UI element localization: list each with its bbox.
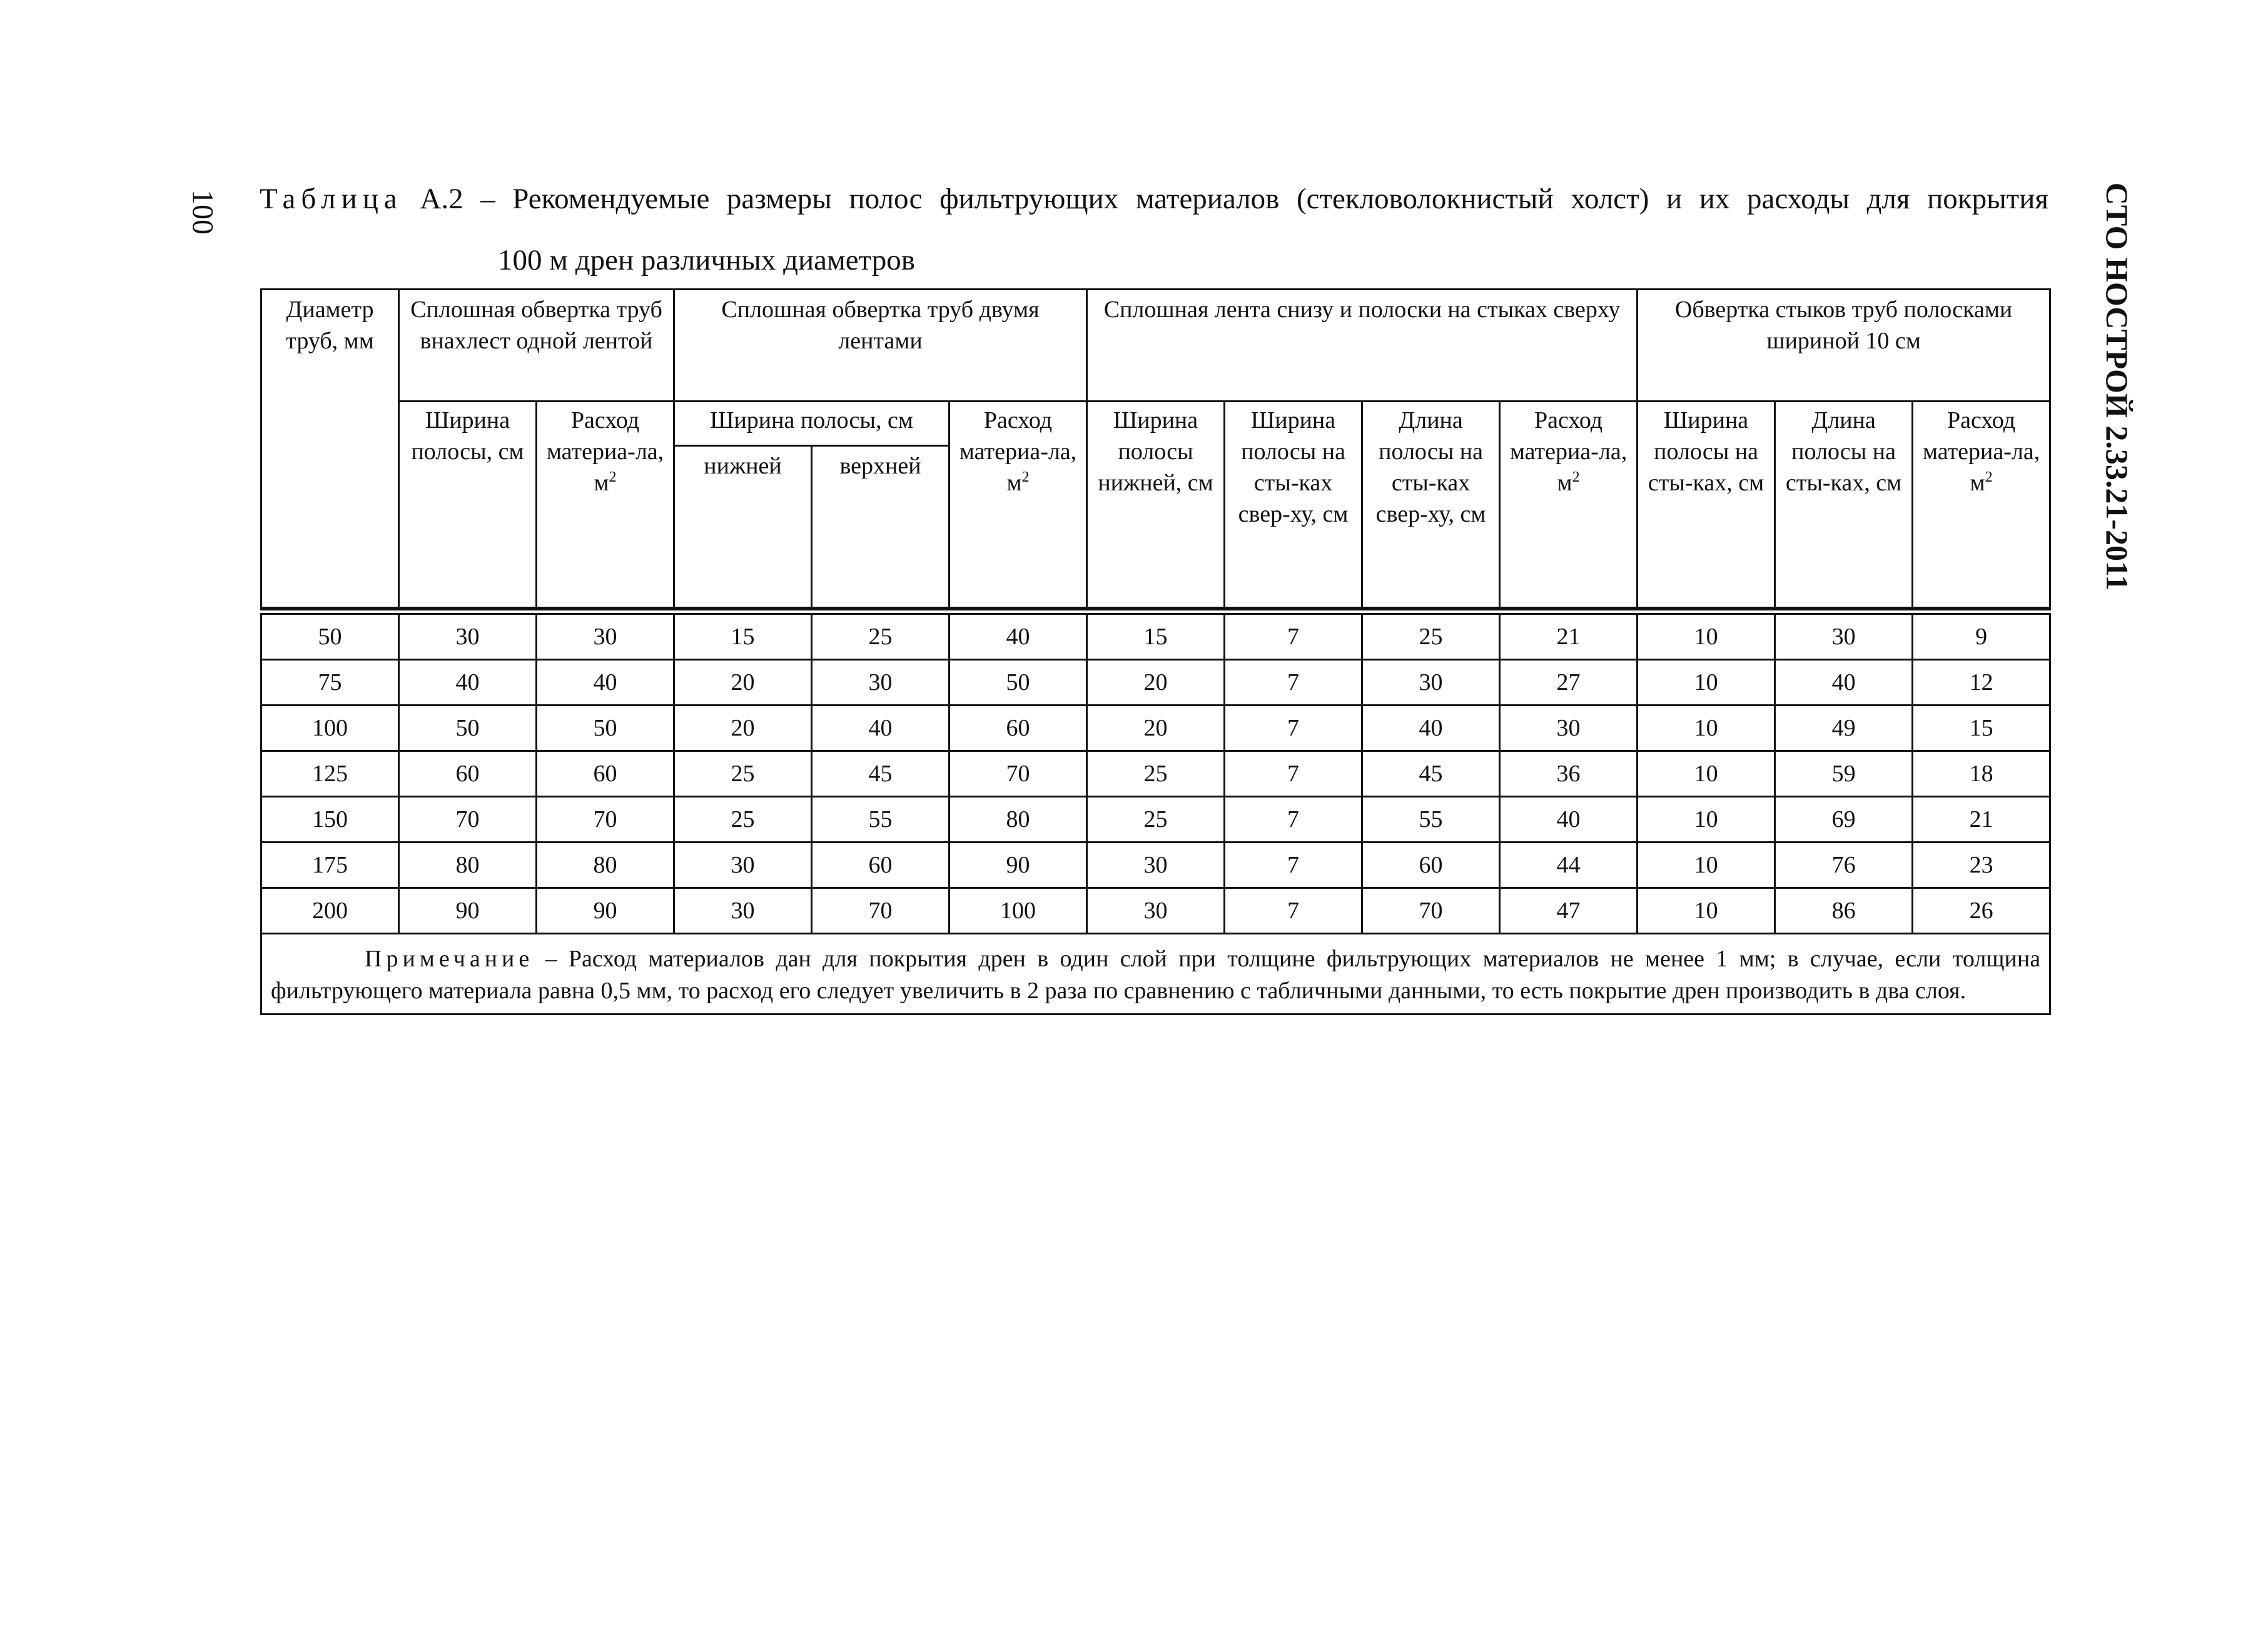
table-cell: 30 <box>399 612 537 660</box>
table-cell: 45 <box>812 751 949 797</box>
note-text: – Расход материалов дан для покрытия дрен в один слой при толщине фильтрующих материалов не менее 1 мм; в случае, если толщина фильтрующего материала равна 0,5 мм, то расход его следует увеличить в 2 раза по сравнению с табличными данными, то есть покрытие дрен производить в два слоя. <box>271 946 2041 1004</box>
table-cell: 30 <box>674 843 812 888</box>
table-cell: 30 <box>1775 612 1913 660</box>
table-cell: 21 <box>1500 612 1638 660</box>
table-cell: 30 <box>674 888 812 934</box>
table-cell: 27 <box>1500 660 1638 706</box>
squared-sup: 2 <box>1572 469 1580 485</box>
table-row <box>261 797 2050 843</box>
table-cell: 40 <box>812 706 949 751</box>
table-cell: 23 <box>1913 843 2050 888</box>
table-caption <box>260 176 2048 221</box>
table-cell: 15 <box>1087 612 1225 660</box>
table-cell: 55 <box>1362 797 1500 843</box>
header-g2-consumption-text: Расход материа-ла, м <box>959 407 1077 496</box>
table-cell: 30 <box>537 612 674 660</box>
table-cell: 50 <box>537 706 674 751</box>
table-cell: 125 <box>261 751 399 797</box>
table-row <box>261 612 2050 660</box>
note-label: Примечание <box>365 946 534 972</box>
table-cell: 70 <box>399 797 537 843</box>
table-cell: 80 <box>537 843 674 888</box>
table-cell: 59 <box>1775 751 1913 797</box>
table-cell: 7 <box>1225 797 1362 843</box>
table-cell: 40 <box>537 660 674 706</box>
table-cell: 44 <box>1500 843 1638 888</box>
table-cell: 25 <box>1087 751 1225 797</box>
table-cell: 50 <box>949 660 1087 706</box>
table-row <box>261 751 2050 797</box>
caption-text: А.2 – Рекомендуемые размеры полос фильтрующих материалов (стекловолокнистый холст) и их расходы для покрытия <box>420 183 2048 215</box>
table-cell: 10 <box>1638 797 1775 843</box>
table-cell: 70 <box>537 797 674 843</box>
table-cell: 18 <box>1913 751 2050 797</box>
table-cell: 7 <box>1225 706 1362 751</box>
table-cell: 7 <box>1225 888 1362 934</box>
table-cell: 40 <box>949 612 1087 660</box>
table-cell: 10 <box>1638 660 1775 706</box>
header-row-sub <box>261 402 2050 446</box>
table-caption-continuation: 100 м дрен различных диаметров <box>498 244 915 276</box>
table-cell: 47 <box>1500 888 1638 934</box>
squared-sup: 2 <box>1021 469 1030 485</box>
header-g3-width-lower: Ширина полосы нижней, см <box>1087 402 1225 608</box>
table-cell: 25 <box>1362 612 1500 660</box>
header-g4-width: Ширина полосы на сты-ках, см <box>1638 402 1775 608</box>
table-cell: 100 <box>261 706 399 751</box>
table-cell: 7 <box>1225 660 1362 706</box>
table-cell: 25 <box>674 797 812 843</box>
header-row-groups <box>261 290 2050 402</box>
header-g4-consumption <box>1913 402 2050 608</box>
table-cell: 60 <box>1362 843 1500 888</box>
table-cell: 40 <box>1362 706 1500 751</box>
table-cell: 70 <box>812 888 949 934</box>
table-cell: 20 <box>674 660 812 706</box>
header-g1-consumption-text: Расход материа-ла, м <box>546 407 664 496</box>
pipe-filter-table <box>260 288 2051 1015</box>
table-cell: 9 <box>1913 612 2050 660</box>
table-row <box>261 706 2050 751</box>
table-cell: 10 <box>1638 843 1775 888</box>
table-cell: 90 <box>399 888 537 934</box>
table-note <box>261 934 2050 1015</box>
header-group-double-wrap: Сплошная обвертка труб двумя лентами <box>674 290 1087 402</box>
header-g3-consumption <box>1500 402 1638 608</box>
header-g2-consumption <box>949 402 1087 608</box>
table-cell: 200 <box>261 888 399 934</box>
table-cell: 25 <box>1087 797 1225 843</box>
table-cell: 10 <box>1638 706 1775 751</box>
table-cell: 15 <box>674 612 812 660</box>
table-cell: 70 <box>949 751 1087 797</box>
table-cell: 76 <box>1775 843 1913 888</box>
table-cell: 75 <box>261 660 399 706</box>
header-g3-width-joints: Ширина полосы на сты-ках свер-ху, см <box>1225 402 1362 608</box>
table-cell: 10 <box>1638 888 1775 934</box>
table-row <box>261 888 2050 934</box>
header-g3-length-joints: Длина полосы на сты-ках свер-ху, см <box>1362 402 1500 608</box>
table-cell: 55 <box>812 797 949 843</box>
header-g2-width: Ширина полосы, см <box>674 402 949 446</box>
header-group-joint-strips: Обвертка стыков труб полосками шириной 10 см <box>1638 290 2050 402</box>
table-cell: 30 <box>1087 843 1225 888</box>
table-cell: 40 <box>1500 797 1638 843</box>
table-cell: 7 <box>1225 843 1362 888</box>
header-g1-width: Ширина полосы, см <box>399 402 537 608</box>
table-cell: 80 <box>399 843 537 888</box>
table-cell: 25 <box>812 612 949 660</box>
table-cell: 20 <box>674 706 812 751</box>
table-cell: 10 <box>1638 751 1775 797</box>
table-cell: 80 <box>949 797 1087 843</box>
table-cell: 30 <box>1087 888 1225 934</box>
table-cell: 30 <box>812 660 949 706</box>
caption-label: Таблица <box>260 183 403 215</box>
table-cell: 21 <box>1913 797 2050 843</box>
table-cell: 100 <box>949 888 1087 934</box>
table-cell: 40 <box>399 660 537 706</box>
table-cell: 50 <box>261 612 399 660</box>
table-cell: 40 <box>1775 660 1913 706</box>
table-cell: 25 <box>674 751 812 797</box>
table-cell: 30 <box>1362 660 1500 706</box>
table-cell: 20 <box>1087 706 1225 751</box>
table-cell: 20 <box>1087 660 1225 706</box>
table-cell: 86 <box>1775 888 1913 934</box>
table-cell: 50 <box>399 706 537 751</box>
header-group-tape-and-strips: Сплошная лента снизу и полоски на стыках сверху <box>1087 290 1638 402</box>
table-cell: 26 <box>1913 888 2050 934</box>
table-row <box>261 660 2050 706</box>
table-cell: 45 <box>1362 751 1500 797</box>
table-cell: 90 <box>537 888 674 934</box>
page-number: 100 <box>186 190 220 235</box>
table-cell: 30 <box>1500 706 1638 751</box>
table-cell: 15 <box>1913 706 2050 751</box>
table-cell: 60 <box>399 751 537 797</box>
header-g2-upper: верхней <box>812 446 949 608</box>
table-cell: 90 <box>949 843 1087 888</box>
table-cell: 36 <box>1500 751 1638 797</box>
table-cell: 60 <box>812 843 949 888</box>
note-row <box>261 934 2050 1015</box>
table-cell: 150 <box>261 797 399 843</box>
table-cell: 60 <box>537 751 674 797</box>
header-g4-consumption-text: Расход материа-ла, м <box>1922 407 2040 496</box>
table-cell: 7 <box>1225 612 1362 660</box>
table-cell: 10 <box>1638 612 1775 660</box>
header-g4-length: Длина полосы на сты-ках, см <box>1775 402 1913 608</box>
header-g1-consumption <box>537 402 674 608</box>
table-cell: 49 <box>1775 706 1913 751</box>
squared-sup: 2 <box>609 469 617 485</box>
table-cell: 60 <box>949 706 1087 751</box>
document-code: СТО НОСТРОЙ 2.33.21-2011 <box>2100 182 2135 591</box>
table-cell: 175 <box>261 843 399 888</box>
header-group-single-wrap: Сплошная обвертка труб внахлест одной лентой <box>399 290 674 402</box>
table-cell: 69 <box>1775 797 1913 843</box>
table-cell: 7 <box>1225 751 1362 797</box>
header-g2-lower: нижней <box>674 446 812 608</box>
table-cell: 70 <box>1362 888 1500 934</box>
table-row <box>261 843 2050 888</box>
header-diameter: Диаметр труб, мм <box>261 290 399 608</box>
table-cell: 12 <box>1913 660 2050 706</box>
header-g3-consumption-text: Расход материа-ла, м <box>1509 407 1628 496</box>
squared-sup: 2 <box>1985 469 1993 485</box>
